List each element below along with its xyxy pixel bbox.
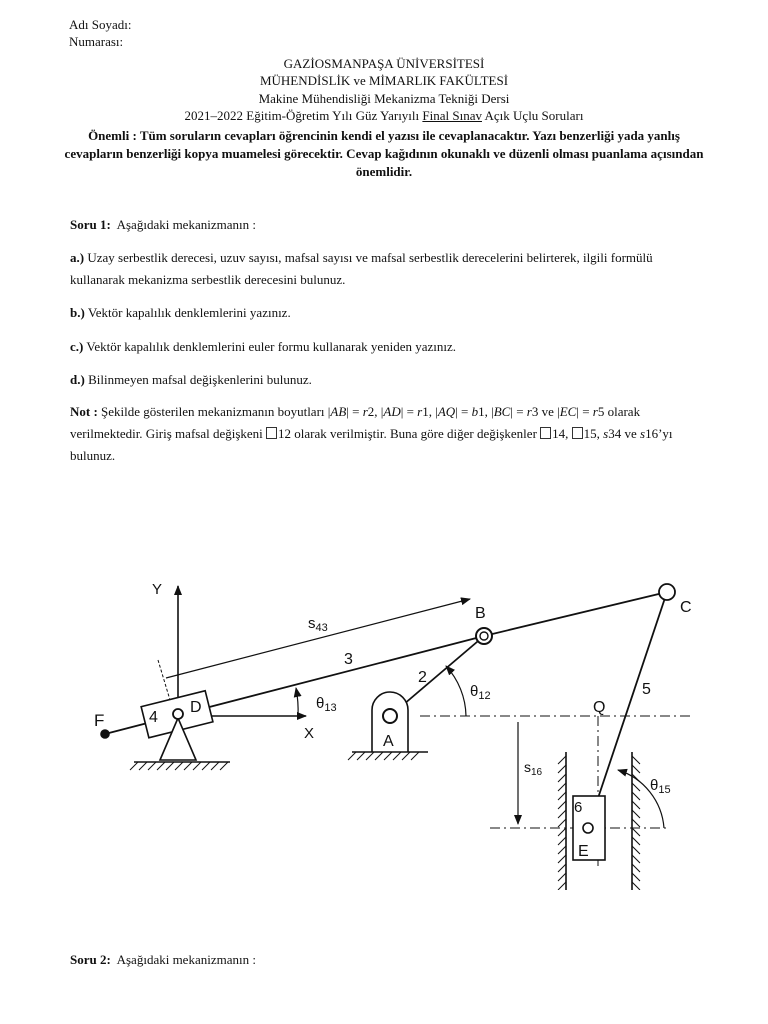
label-theta13: $\theta_{13}$ <box>316 695 337 714</box>
label-x: X <box>304 725 315 742</box>
hatch-stroke <box>184 762 192 770</box>
note-text: | = <box>455 404 472 419</box>
note-ad: AD <box>383 404 401 419</box>
hatch-stroke <box>632 882 640 890</box>
notice-paragraph <box>60 127 708 181</box>
note-r: r <box>592 404 598 419</box>
note-text: 1, | <box>478 404 494 419</box>
label-q: Q <box>593 699 606 716</box>
hatch-stroke <box>193 762 201 770</box>
q2-heading <box>70 949 700 971</box>
note-text: 34 ve <box>608 426 640 441</box>
label-y: Y <box>152 581 163 598</box>
hatch-stroke <box>632 864 640 872</box>
hatch-stroke <box>632 792 640 800</box>
note-text: | = <box>510 404 527 419</box>
label-4: 4 <box>149 709 158 726</box>
note-ec: EC <box>559 404 577 419</box>
q1-a-text: Uzay serbestlik derecesi, uzuv sayısı, mafsal sayısı ve mafsal serbestlik derecelerini belirterek, ilgili formülü kullanarak mekanizma serbestlik derecesini bulunuz. <box>70 250 653 287</box>
hatch-stroke <box>558 828 566 836</box>
note-text: 12 olarak verilmiştir. Buna göre diğer değişkenler <box>278 426 541 441</box>
university-title: GAZİOSMANPAŞA ÜNİVERSİTESİ <box>283 56 485 71</box>
q1-part-b <box>70 302 700 324</box>
q1-part-d <box>70 369 700 391</box>
hatch-stroke <box>130 762 138 770</box>
label-c: C <box>680 599 692 616</box>
hatch-stroke <box>402 752 410 760</box>
hatch-stroke <box>558 855 566 863</box>
faculty-title: MÜHENDİSLİK ve MİMARLIK FAKÜLTESİ <box>259 73 509 88</box>
hatch-stroke <box>166 762 174 770</box>
theta13-arc <box>296 688 298 716</box>
hatch-stroke <box>632 801 640 809</box>
note-label: Not : <box>70 404 98 419</box>
hatch-stroke <box>411 752 419 760</box>
hatch-stroke <box>148 762 156 770</box>
notice-text: Tüm soruların cevapları öğrencinin kendi el yazısı ile cevaplanacaktır. Yazı benzerliği yada yanlış cevapların benzerliği kopya muamelesi görecektir. Cevap kağıdının okunaklı ve düzenli olması puanlama açısından önemlidir. <box>64 128 704 179</box>
note-text: 2, | <box>367 404 384 419</box>
missing-glyph-icon <box>540 427 551 439</box>
note-s: s <box>603 426 609 441</box>
note-text: 3 ve | <box>531 404 560 419</box>
hatch-stroke <box>632 855 640 863</box>
note-r: r <box>526 404 532 419</box>
q1-c-label: c.) <box>70 339 84 354</box>
joint-c <box>659 584 675 600</box>
q1-intro: Aşağıdaki mekanizmanın : <box>116 217 256 232</box>
label-theta15: $\theta_{15}$ <box>650 777 671 796</box>
ground-hatching <box>130 752 640 890</box>
hatch-stroke <box>558 801 566 809</box>
q1-part-c <box>70 336 700 358</box>
hatch-stroke <box>366 752 374 760</box>
label-5: 5 <box>642 681 651 698</box>
note-r: r <box>362 404 368 419</box>
hatch-stroke <box>220 762 228 770</box>
number-label: Numarası: <box>69 34 124 49</box>
label-b: B <box>475 605 486 622</box>
hatch-stroke <box>558 864 566 872</box>
hatch-stroke <box>558 765 566 773</box>
joint-d <box>173 709 183 719</box>
hatch-stroke <box>202 762 210 770</box>
link-bc <box>484 592 667 636</box>
q1-b-label: b.) <box>70 305 85 320</box>
hatch-stroke <box>558 783 566 791</box>
hatch-stroke <box>632 873 640 881</box>
theta12-arc <box>446 666 466 716</box>
label-theta12: $\theta_{12}$ <box>470 683 491 702</box>
label-d: D <box>190 699 202 716</box>
hatch-stroke <box>384 752 392 760</box>
hatch-stroke <box>175 762 183 770</box>
course-title: Makine Mühendisliği Mekanizma Tekniği Dersi <box>258 91 510 106</box>
hatch-stroke <box>558 792 566 800</box>
missing-glyph-icon <box>266 427 277 439</box>
q1-d-text: Bilinmeyen mafsal değişkenlerini bulunuz. <box>88 372 312 387</box>
joint-e <box>583 823 593 833</box>
term-suffix: Açık Uçlu Soruları <box>481 108 584 123</box>
label-2: 2 <box>418 669 427 686</box>
label-s16: $s_{16}$ <box>524 759 543 778</box>
note-s: s <box>640 426 646 441</box>
hatch-stroke <box>558 882 566 890</box>
hatch-stroke <box>632 756 640 764</box>
hatch-stroke <box>393 752 401 760</box>
note-text: 16’yı bulunuz. <box>70 426 673 463</box>
note-text: 1, | <box>422 404 438 419</box>
note-text: 5 olarak verilmektedir. Giriş mafsal değişkeni <box>70 404 641 441</box>
q1-note <box>70 401 700 467</box>
note-text: | = <box>576 404 593 419</box>
note-bc: BC <box>493 404 511 419</box>
q1-c-text: Vektör kapalılık denklemlerini euler formu kullanarak yeniden yazınız. <box>86 339 457 354</box>
joint-b-inner <box>480 632 488 640</box>
label-a: A <box>383 733 394 750</box>
missing-glyph-icon <box>572 427 583 439</box>
joint-a <box>383 709 397 723</box>
notice-label: Önemli : <box>88 128 140 143</box>
q1-a-label: a.) <box>70 250 85 265</box>
hatch-stroke <box>558 846 566 854</box>
note-text: 15, <box>583 426 604 441</box>
q2-intro: Aşağıdaki mekanizmanın : <box>116 952 256 967</box>
hatch-stroke <box>632 765 640 773</box>
note-ab: AB <box>330 404 347 419</box>
hatch-stroke <box>558 810 566 818</box>
hatch-stroke <box>375 752 383 760</box>
hatch-stroke <box>558 756 566 764</box>
q1-d-label: d.) <box>70 372 85 387</box>
hatch-stroke <box>558 873 566 881</box>
hatch-stroke <box>632 774 640 782</box>
q1-part-a <box>70 247 700 291</box>
hatch-stroke <box>632 837 640 845</box>
term-title <box>0 108 768 124</box>
note-text: Şekilde gösterilen mekanizmanın boyutları | <box>97 404 331 419</box>
hatch-stroke <box>157 762 165 770</box>
q2-label: Soru 2: <box>70 952 111 967</box>
term-prefix: 2021–2022 Eğitim-Öğretim Yılı Güz Yarıyılı <box>184 108 423 123</box>
q1-heading <box>70 214 700 236</box>
hatch-stroke <box>357 752 365 760</box>
hatch-stroke <box>632 810 640 818</box>
s43-arrow <box>166 599 470 678</box>
term-exam: Final Sınav <box>422 108 482 123</box>
note-text: | = <box>346 404 363 419</box>
note-b: b <box>471 404 479 419</box>
label-e: E <box>578 843 589 860</box>
note-r: r <box>417 404 423 419</box>
s43-extension <box>158 660 170 700</box>
name-label: Adı Soyadı: <box>69 17 132 32</box>
hatch-stroke <box>558 837 566 845</box>
q1-b-text: Vektör kapalılık denklemlerini yazınız. <box>87 305 291 320</box>
label-s43: $s_{43}$ <box>308 615 328 634</box>
hatch-stroke <box>632 828 640 836</box>
label-f: F <box>94 711 105 730</box>
point-f <box>101 730 109 738</box>
hatch-stroke <box>632 846 640 854</box>
hatch-stroke <box>632 783 640 791</box>
note-text: | = <box>400 404 418 419</box>
hatch-stroke <box>558 819 566 827</box>
mechanism-figure <box>0 560 768 890</box>
q1-label: Soru 1: <box>70 217 111 232</box>
hatch-stroke <box>632 819 640 827</box>
hatch-stroke <box>558 774 566 782</box>
note-text: 14, <box>552 426 572 441</box>
label-3: 3 <box>344 651 353 668</box>
note-aq: AQ <box>437 404 456 419</box>
hatch-stroke <box>348 752 356 760</box>
hatch-stroke <box>139 762 147 770</box>
label-6: 6 <box>574 799 583 816</box>
hatch-stroke <box>211 762 219 770</box>
